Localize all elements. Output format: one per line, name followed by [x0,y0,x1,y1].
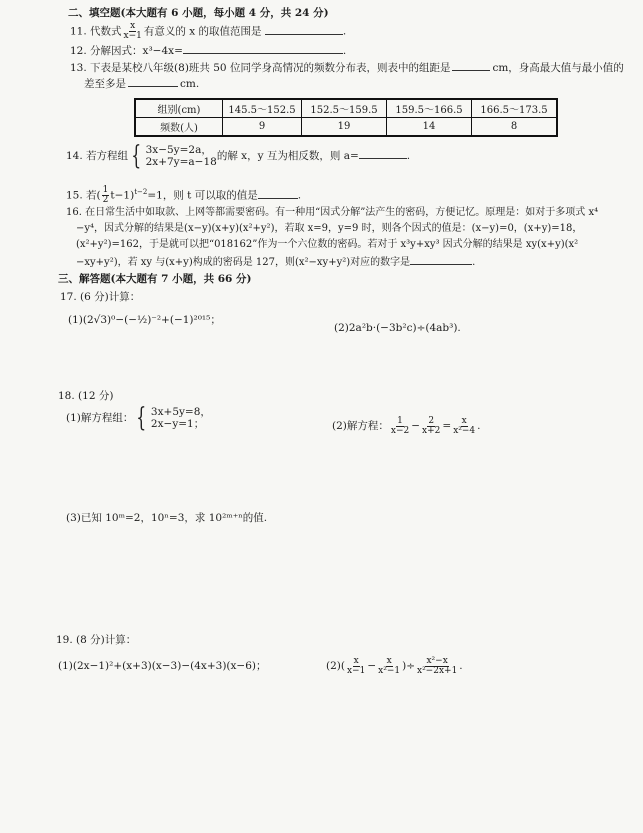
q15-denominator: 2 [102,195,109,205]
question-15: 15. 若( $\frac{1}{2}$ t−1)$^{t-2}$=1，则 t 可以取的值是 . [66,185,302,205]
table-cell: 152.5～159.5 [302,99,387,118]
q18-part2-prefix: (2)解方程： [332,420,389,432]
q19-fraction-2 [377,657,401,676]
q15-prefix: 15. 若 [66,189,97,202]
table-cell: 166.5～173.5 [472,99,558,118]
question-17-title: 17. (6 分)计算： [60,291,141,303]
question-13-line1 [70,60,624,75]
frequency-table [134,98,558,137]
q14-eq2: 2x+7y=a−18 [145,156,217,168]
q15-numerator: 1 [102,185,109,195]
q19-fraction-1 [346,657,366,676]
frac-den: x²−4 [453,425,476,436]
frac-num: x [353,655,359,666]
q13-text-b: 差至多是 [84,78,126,90]
q11-answer-blank[interactable] [265,24,343,35]
q18-fraction-3 [452,417,476,436]
q18-fraction-2 [421,417,441,436]
q11-prefix: 11. 代数式 [70,25,122,38]
q12-text: 12. 分解因式：x³−4x= [70,45,183,57]
frac-den: x²−1 [378,665,401,676]
section-heading-answer: 三、解答题(本大题有 7 小题，共 66 分) [58,273,252,285]
q15-fraction [102,186,110,205]
q12-answer-blank[interactable] [183,43,343,54]
question-18-part2: (2)解方程： $\frac{1}{x-2}$ − $\frac{2}{x+2}$ = $\frac{x}{\text{x²−4}}$ . [332,415,481,436]
table-row-counts [135,118,557,137]
q19-part2-prefix: (2) [326,660,341,672]
table-cell: 19 [302,118,387,137]
q13-text-tail: cm，身高最大值与最小值的 [492,62,624,74]
table-cell: 14 [387,118,472,137]
table-header-group: 组别(cm) [135,99,223,118]
question-13-line2 [84,76,199,91]
question-18-part3: (3)已知 10ᵐ=2，10ⁿ=3，求 10²ᵐ⁺ⁿ的值. [66,512,268,524]
question-16-line2: −y⁴，因式分解的结果是(x−y)(x+y)(x²+y²)，若取 x=9，y=9 时，则各个因式的值是：(x−y)=0，(x+y)=18， [76,223,583,234]
question-17-part2: (2)2a²b·(−3b²c)÷(4ab³). [334,322,461,334]
question-14: 14. 若方程组 { 3x−5y=2a， 2x+7y=a−18 的解 x，y 互为相反数，则 a= . [66,141,411,171]
q15-suffix: =1，则 t 可以取的值是 [147,189,258,202]
q11-suffix: 有意义的 x 的取值范围是 [143,25,262,38]
table-cell: 8 [472,118,558,137]
q11-numerator: x [130,21,136,31]
table-cell: 9 [223,118,302,137]
q13-text: 13. 下表是某校八年级(8)班共 50 位同学身高情况的频数分布表，则表中的组距是 [70,62,451,74]
q13-blank-interval[interactable] [452,60,490,71]
question-19-title: 19. (8 分)计算： [56,634,137,646]
frac-num: 2 [428,415,435,426]
frac-num: x [386,655,392,666]
q18-eq1: 3x+5y=8， [150,406,211,418]
frac-num: 1 [397,415,403,426]
q15-answer-blank[interactable] [258,188,298,199]
q18-eq2: 2x−y=1； [150,418,205,430]
brace-symbol: { [131,141,142,171]
q11-fraction [123,22,143,41]
table-row-groups [135,99,557,118]
question-12: 12. 分解因式：x³−4x= . [70,45,347,57]
question-11: 11. 代数式 $\frac{x}{x-1}$ 有意义的 x 的取值范围是 . [70,21,347,41]
q19-fraction-3 [416,657,458,676]
question-16-line1: 16. 在日常生活中如取款、上网等都需要密码。有一种用“因式分解”法产生的密码，方便记忆。原理是：如对于多项式 x⁴ [66,207,599,218]
frac-den: x−1 [346,665,366,676]
brace-symbol: { [136,403,147,433]
q15-base: t−1 [110,189,131,202]
q14-system [128,143,217,169]
q18-fraction-1 [390,417,410,436]
q18-system [133,405,211,431]
frac-num: x²−x [426,655,448,666]
question-16-line3: (x²+y²)=162，于是就可以把“018162”作为一个六位数的密码。若对于 x³y+xy³ 因式分解的结果是 xy(x+y)(x² [76,239,579,250]
q14-prefix: 14. 若方程组 [66,150,129,162]
table-cell: 159.5～166.5 [387,99,472,118]
frac-den: x²−2x+1 [417,665,458,676]
q14-answer-blank[interactable] [359,148,407,159]
q11-denominator: x−1 [123,31,142,41]
frac-num: x [461,415,467,426]
frac-den: x+2 [422,425,441,436]
table-header-count: 频数(人) [135,118,223,137]
question-19-part1: (1)(2x−1)²+(x+3)(x−3)−(4x+3)(x−6)； [58,660,267,672]
q18-part1-prefix: (1)解方程组： [66,412,134,424]
section-heading-fill-in: 二、填空题(本大题有 6 小题，每小题 4 分，共 24 分) [68,7,329,19]
question-16-line4: −xy+y²)，若 xy 与(x+y)构成的密码是 127，则(x²−xy+y²)对应的数字是 . [76,254,475,270]
q16-text-line4: −xy+y²)，若 xy 与(x+y)构成的密码是 127，则(x²−xy+y²)对应的数字是 [76,257,411,268]
frac-den: x−2 [390,425,410,436]
question-17-part1: (1)(2√3)⁰−(−½)⁻²+(−1)²⁰¹⁵； [68,314,221,326]
q15-exponent: t−2 [134,188,148,196]
q13-blank-range[interactable] [128,76,178,87]
q16-answer-blank[interactable] [410,254,472,265]
q14-suffix: 的解 x，y 互为相反数，则 a= [216,150,359,162]
q14-eq1: 3x−5y=2a， [145,144,212,156]
q13-unit: cm. [180,78,200,90]
table-cell: 145.5～152.5 [223,99,302,118]
question-19-part2: (2)( $\frac{x}{x-1}$ − $\frac{x}{\text{x²−1}}$ )÷ $\frac{\text{x²−x}}{\text{x²−2x+1}}$ . [326,655,463,676]
question-18-title: 18. (12 分) [58,390,114,402]
question-18-part1 [66,405,211,431]
